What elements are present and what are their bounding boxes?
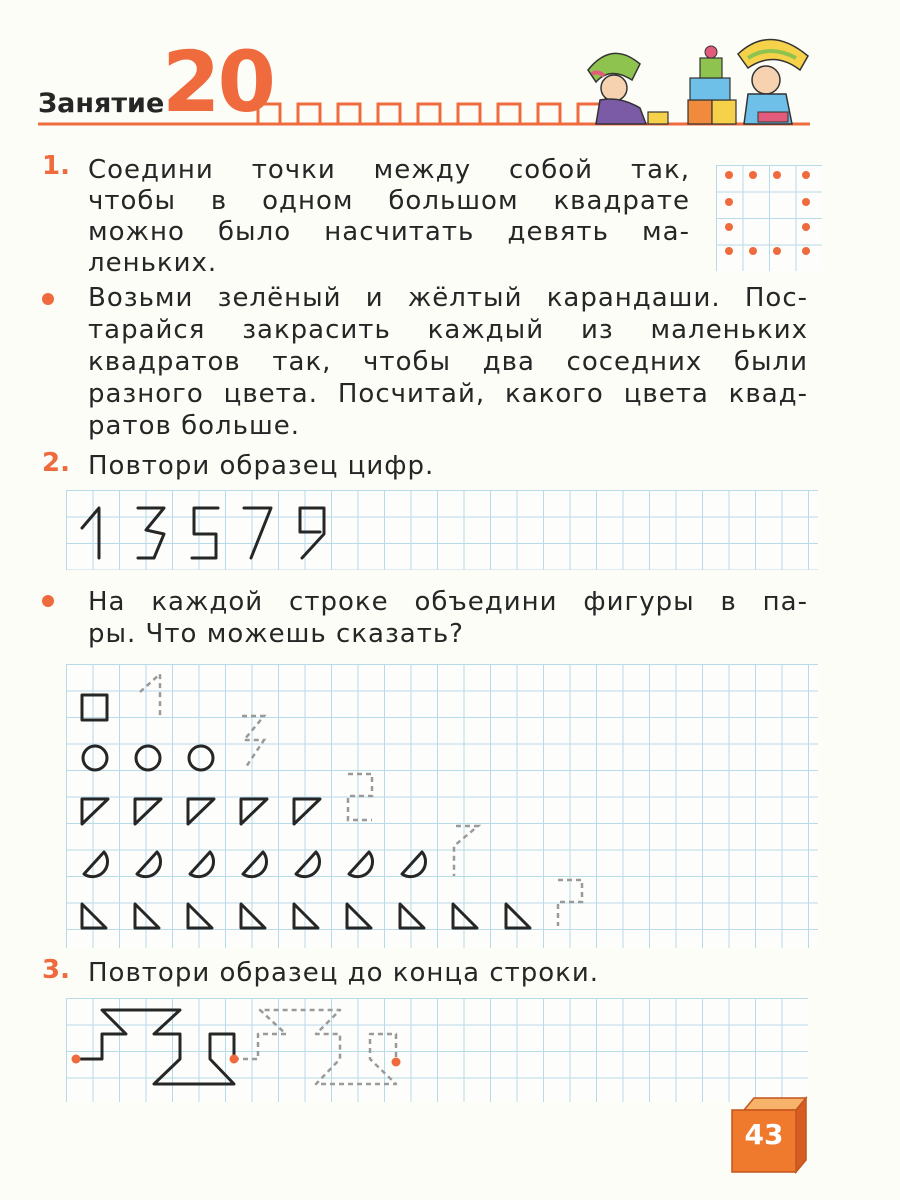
shape-row-triangles-bottom bbox=[82, 904, 530, 928]
bullet-1-line-1: Возьми зелёный и жёлтый карандаши. Пос- bbox=[88, 283, 808, 313]
pattern-start-dot bbox=[72, 1055, 81, 1064]
digit-7 bbox=[244, 508, 271, 558]
task-2-number: 2. bbox=[42, 448, 70, 478]
task-3-text: Повтори образец до конца строки. bbox=[88, 958, 600, 988]
task-1-line-2: чтобы в одном большом квадрате bbox=[88, 186, 690, 216]
dashed-digit-1 bbox=[140, 674, 160, 719]
dashed-digit-5 bbox=[558, 880, 582, 926]
bullet-1-line-2: тарайся закрасить каждый из маленьких bbox=[88, 315, 808, 345]
sample-digits bbox=[66, 490, 818, 570]
shape-row-triangles-top bbox=[82, 799, 320, 824]
bullet-1-line-5: ратов больше. bbox=[88, 411, 301, 441]
task-1-line-3: можно было насчитать девять ма- bbox=[88, 217, 690, 247]
bullet-1-line-3: квадратов так, чтобы два соседних были bbox=[88, 347, 808, 377]
pattern-sample bbox=[76, 1010, 234, 1084]
shape-circle bbox=[189, 746, 213, 770]
bullet-2 bbox=[42, 595, 54, 607]
header-battlement bbox=[258, 104, 600, 124]
gnome-right-illustration bbox=[738, 39, 808, 124]
digit-5 bbox=[192, 508, 218, 558]
shape-row-half-circles bbox=[84, 852, 426, 877]
task-3-pattern bbox=[66, 998, 808, 1102]
shape-rows bbox=[66, 664, 818, 948]
task-1-line-1: Соедини точки между собой так, bbox=[88, 155, 690, 185]
task-2-text: Повтори образец цифр. bbox=[88, 451, 435, 481]
header-decoration bbox=[0, 0, 900, 140]
task-3-number: 3. bbox=[42, 955, 70, 985]
pattern-end-dot bbox=[392, 1058, 401, 1067]
gnome-left-illustration bbox=[588, 53, 668, 124]
toy-blocks-illustration bbox=[688, 46, 736, 124]
dashed-digit-4 bbox=[454, 826, 478, 876]
shape-circle bbox=[83, 746, 107, 770]
bullet-1 bbox=[42, 293, 54, 305]
pattern-mid-dot bbox=[230, 1055, 239, 1064]
digit-3 bbox=[138, 508, 164, 558]
lesson-title: Занятие bbox=[38, 88, 165, 119]
dashed-digit-3 bbox=[348, 774, 372, 820]
task-1-dots[interactable] bbox=[716, 165, 822, 271]
shape-square bbox=[82, 695, 107, 720]
bullet-2-line-1: На каждой строке объедини фигуры в па- bbox=[88, 587, 808, 617]
task-1-line-4: леньких. bbox=[88, 248, 218, 278]
lesson-number: 20 bbox=[162, 33, 273, 131]
dashed-digit-2 bbox=[242, 716, 264, 767]
shape-circle bbox=[136, 746, 160, 770]
digit-1 bbox=[82, 508, 99, 558]
bullet-1-line-4: разного цвета. Посчитай, какого цвета квад- bbox=[88, 379, 808, 409]
pattern-dashed bbox=[234, 1010, 396, 1084]
bullet-2-line-2: ры. Что можешь сказать? bbox=[88, 619, 464, 649]
task-1-number: 1. bbox=[42, 151, 70, 181]
page-number: 43 bbox=[744, 1118, 784, 1151]
digit-9 bbox=[300, 508, 324, 558]
